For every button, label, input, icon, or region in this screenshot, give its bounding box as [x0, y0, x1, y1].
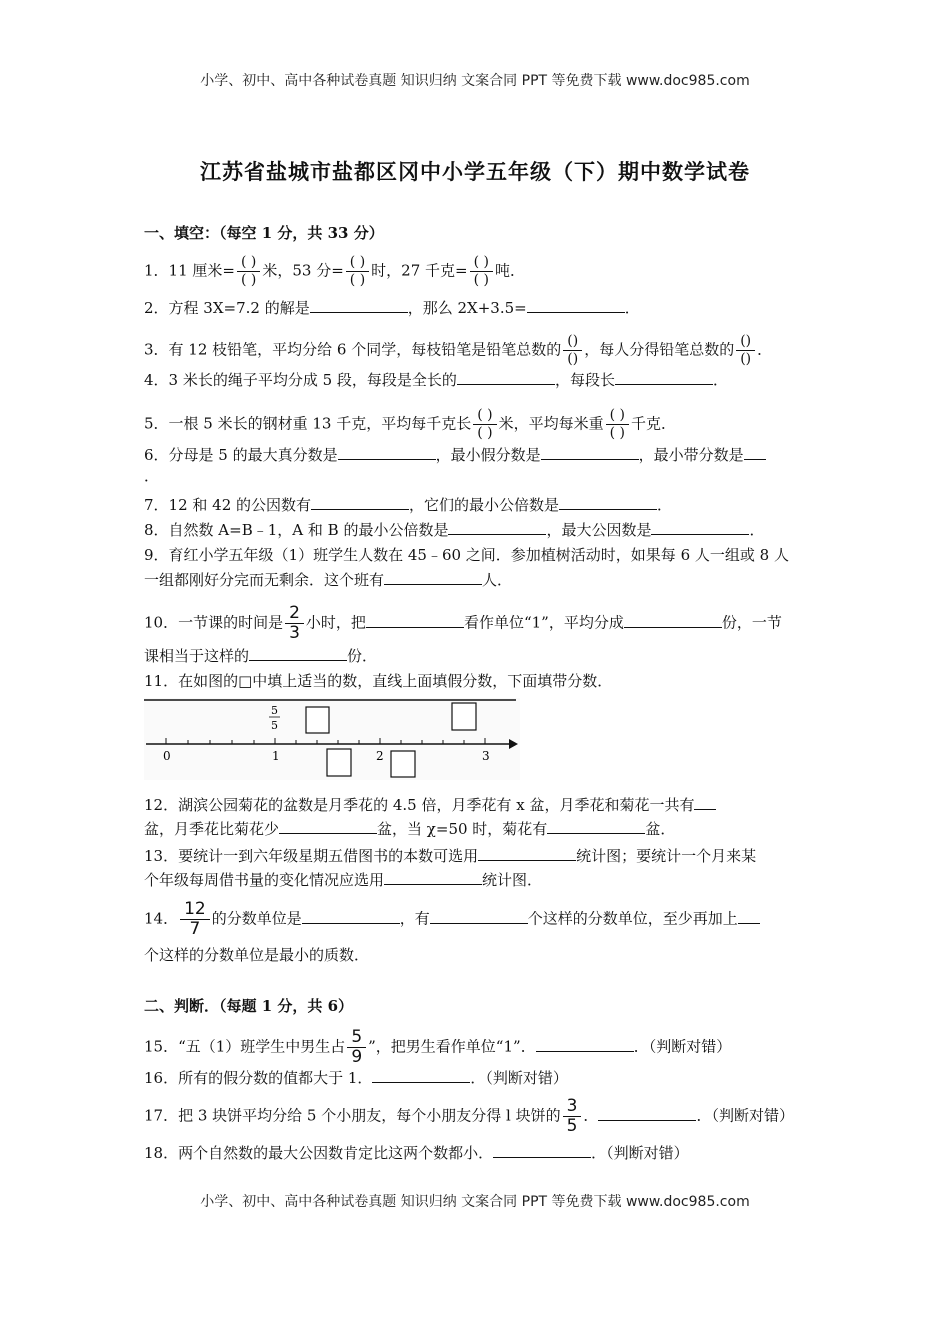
- question-13: 13．要统计一到六年级星期五借图书的本数可选用 统计图；要统计一个月来某: [144, 847, 757, 865]
- question-16: 16．所有的假分数的值都大于 1． ．（判断对错）: [144, 1069, 568, 1087]
- frac-label-num: 5: [271, 704, 278, 717]
- answer-blank: [651, 520, 749, 535]
- question-13-line-2: 个年级每周借书量的变化情况应选用 统计图．: [144, 871, 543, 889]
- fraction-blank: $\frac{( )}{( )}$: [237, 254, 260, 289]
- fraction-blank: $\frac{( )}{( )}$: [606, 407, 629, 442]
- answer-blank: [384, 570, 482, 585]
- question-17: 17．把 3 块饼平均分给 5 个小朋友，每个小朋友分得 l 块饼的 $\frac{3}{5}$ ． ．（判断对错）: [144, 1096, 794, 1136]
- question-15: 15．“五（1）班学生中男生占 $\frac{5}{9}$ ”，把男生看作单位“1”． ．（判断对错）: [144, 1027, 732, 1067]
- answer-blank: [744, 445, 766, 460]
- fraction-blank: $\frac{()}{()}$: [736, 333, 755, 368]
- question-6-end: ．: [144, 467, 160, 485]
- question-2: 2．方程 3X=7.2 的解是 ，那么 2X+3.5= ．: [144, 299, 640, 317]
- answer-blank: [279, 819, 377, 834]
- fraction-blank: $\frac{()}{()}$: [563, 333, 582, 368]
- question-12: 12．湖滨公园菊花的盆数是月季花的 4.5 倍，月季花有 x 盆，月季花和菊花一共有: [144, 795, 814, 815]
- question-10: 10．一节课的时间是 $\frac{2}{3}$ 小时，把 看作单位“1”，平均分成 份，一节: [144, 603, 782, 643]
- tick-label-0: 0: [163, 749, 171, 763]
- question-5: 5．一根 5 米长的钢材重 13 千克，平均每千克长 $\frac{( )}{( )}$ 米，平均每米重 $\frac{( )}{( )}$ 千克．: [144, 407, 677, 441]
- tick-label-2: 2: [376, 749, 384, 763]
- fraction-two-thirds: $\frac{2}{3}$: [285, 604, 304, 643]
- section-1-heading: 一、填空：（每空 1 分，共 33 分）: [144, 224, 384, 242]
- answer-blank: [384, 870, 482, 885]
- question-8: 8．自然数 A=B﹣1，A 和 B 的最小公倍数是 ，最大公因数是 ．: [144, 521, 765, 539]
- answer-blank: [547, 819, 645, 834]
- answer-blank: [372, 1068, 470, 1083]
- answer-blank: [338, 445, 436, 460]
- section-2-heading: 二、判断．（每题 1 分，共 6）: [144, 997, 354, 1015]
- answer-box-above-1: [306, 707, 329, 733]
- answer-blank: [559, 495, 657, 510]
- question-6: 6．分母是 5 的最大真分数是 ，最小假分数是 ，最小带分数是: [144, 445, 814, 465]
- frac-label-den: 5: [271, 719, 278, 732]
- page-footer: 小学、初中、高中各种试卷真题 知识归纳 文案合同 PPT 等免费下载 www.doc985.com: [200, 1194, 750, 1210]
- answer-blank: [738, 909, 760, 924]
- tick-label-1: 1: [272, 749, 280, 763]
- tick-label-3: 3: [482, 749, 490, 763]
- answer-blank: [448, 520, 546, 535]
- question-4: 4．3 米长的绳子平均分成 5 段，每段是全长的 ，每段长 ．: [144, 371, 728, 389]
- answer-blank: [541, 445, 639, 460]
- answer-blank: [694, 795, 716, 810]
- answer-blank: [430, 909, 528, 924]
- answer-blank: [598, 1106, 696, 1121]
- question-7: 7．12 和 42 的公因数有 ，它们的最小公倍数是 ．: [144, 496, 673, 514]
- answer-box-below-2: [391, 751, 415, 777]
- fraction-blank: $\frac{( )}{( )}$: [346, 254, 369, 289]
- answer-blank: [457, 370, 555, 385]
- answer-box-below-1: [327, 749, 351, 776]
- fraction-three-fifths: $\frac{3}{5}$: [563, 1097, 582, 1136]
- answer-blank: [493, 1143, 591, 1158]
- question-14-line-2: 个这样的分数单位是最小的质数．: [144, 946, 370, 964]
- question-9-line-1: 9．育红小学五年级（1）班学生人数在 45﹣60 之间．参加植树活动时，如果每 6 人一组或 8 人: [144, 546, 789, 564]
- page-header: 小学、初中、高中各种试卷真题 知识归纳 文案合同 PPT 等免费下载 www.doc985.com: [200, 73, 750, 89]
- question-11: 11．在如图的□中填上适当的数，直线上面填假分数，下面填带分数．: [144, 672, 613, 690]
- fraction-five-ninths: $\frac{5}{9}$: [347, 1028, 366, 1067]
- answer-blank: [624, 613, 722, 628]
- question-10-line-2: 课相当于这样的 份．: [144, 647, 378, 665]
- answer-blank: [249, 646, 347, 661]
- answer-blank: [311, 495, 409, 510]
- answer-blank: [302, 909, 400, 924]
- question-1: 1．11 厘米= $\frac{( )}{( )}$ 米，53 分= $\frac{( )}{( )}$ 时，27 千克= $\frac{( )}{( )}$ 吨．: [144, 254, 525, 288]
- answer-blank: [310, 298, 408, 313]
- answer-blank: [527, 298, 625, 313]
- fraction-blank: $\frac{( )}{( )}$: [473, 407, 496, 442]
- fraction-blank: $\frac{( )}{( )}$: [470, 254, 493, 289]
- question-14: 14． $\frac{12}{7}$ 的分数单位是 ，有 个这样的分数单位，至少再加上: [144, 900, 814, 939]
- number-line-figure: [144, 698, 520, 780]
- question-9-line-2: 一组都刚好分完而无剩余．这个班有 人．: [144, 571, 513, 589]
- answer-box-above-2: [452, 703, 476, 730]
- fraction-twelve-sevenths: $\frac{12}{7}$: [180, 900, 210, 939]
- question-3: 3．有 12 枝铅笔，平均分给 6 个同学，每枝铅笔是铅笔总数的 $\frac{()}{()}$ ，每人分得铅笔总数的 $\frac{()}{()}$ ．: [144, 333, 773, 367]
- answer-blank: [478, 846, 576, 861]
- answer-blank: [536, 1037, 634, 1052]
- question-12-line-2: 盆，月季花比菊花少 盆，当 χ=50 时，菊花有 盆．: [144, 820, 676, 838]
- page-title: 江苏省盐城市盐都区冈中小学五年级（下）期中数学试卷: [200, 159, 750, 184]
- answer-blank: [615, 370, 713, 385]
- answer-blank: [366, 613, 464, 628]
- question-18: 18．两个自然数的最大公因数肯定比这两个数都小． ．（判断对错）: [144, 1144, 689, 1162]
